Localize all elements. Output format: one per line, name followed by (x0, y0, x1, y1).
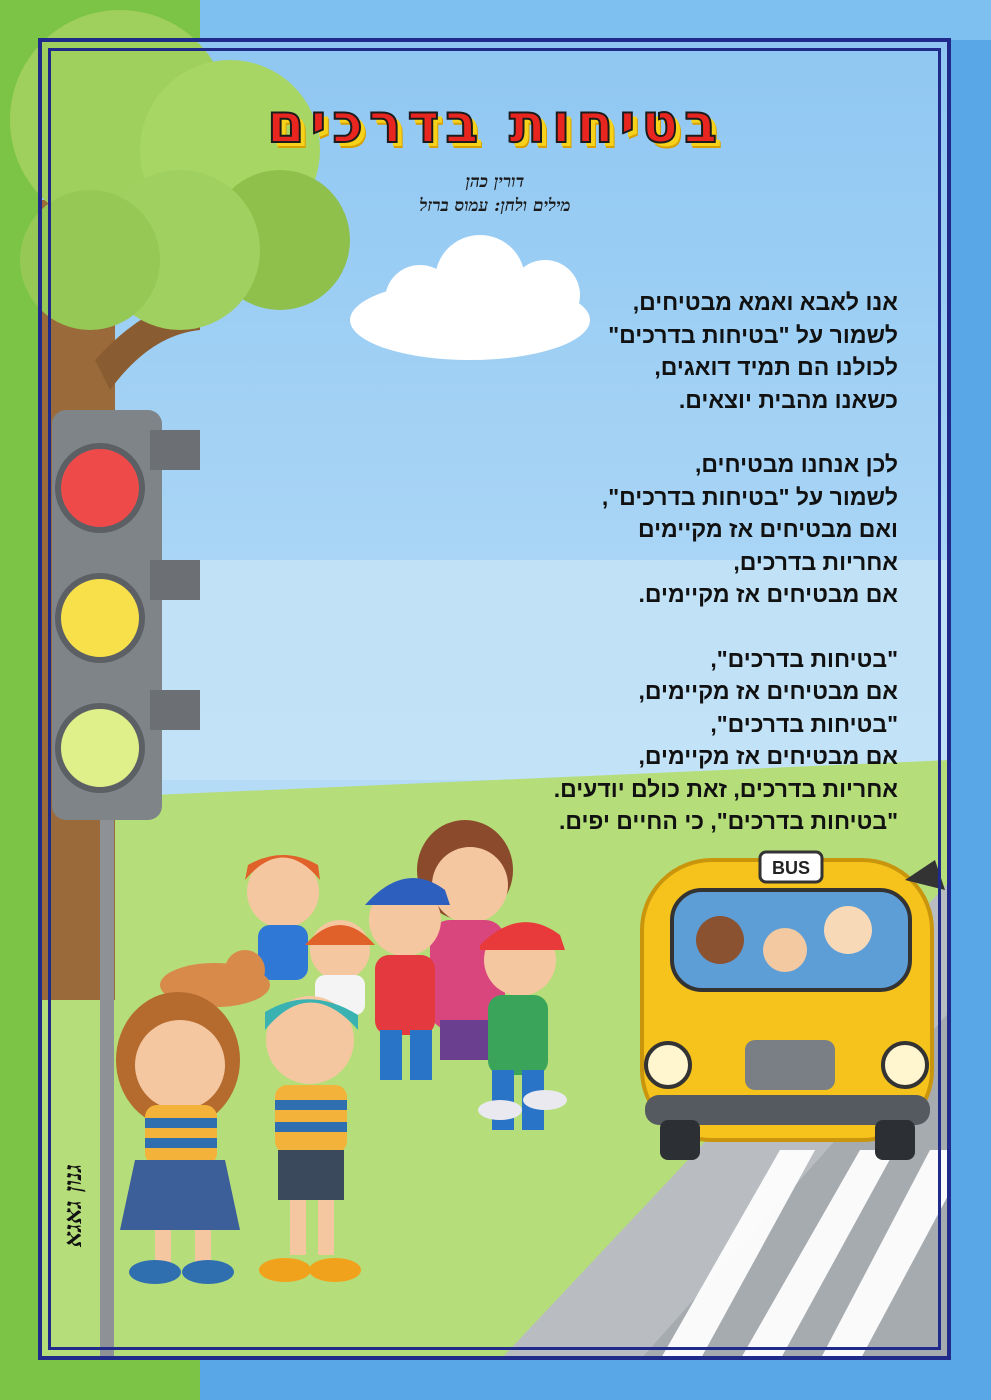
writer-credit: מילים ולחן: עמוס ברזל (419, 196, 571, 216)
bus-sign (760, 852, 822, 882)
lyric-line: אם מבטיחים אז מקיימים. (638, 581, 898, 607)
lyric-line: לשמור על "בטיחות בדרכים" (608, 321, 898, 348)
lyric-line: לכולנו הם תמיד דואגים, (654, 354, 898, 380)
singer-credit: דורין כהן (465, 172, 525, 192)
red-light (58, 446, 142, 530)
school-bus (642, 852, 945, 1160)
bus-sign-text: BUS (771, 858, 811, 878)
song-lyrics (338, 286, 898, 870)
lyric-line: "בטיחות בדרכים", כי החיים יפים. (559, 808, 898, 834)
yellow-light (58, 576, 142, 660)
green-light (58, 706, 142, 790)
lyric-line: אחריות בדרכים, זאת כולם יודעים. (553, 775, 898, 802)
lyric-line: לשמור על "בטיחות בדרכים", (601, 483, 898, 510)
stanza-2 (338, 448, 898, 611)
lyric-line: "בטיחות בדרכים", (710, 710, 898, 737)
lyric-line: ואם מבטיחים אז מקיימים (637, 516, 898, 542)
lyric-line: כשאנו מהבית יוצאים. (678, 386, 898, 413)
stanza-1 (338, 286, 898, 416)
lyric-line: אם מבטיחים אז מקיימים, (638, 678, 898, 704)
lyric-line: אם מבטיחים אז מקיימים, (638, 743, 898, 769)
lyric-line: אנו לאבא ואמא מבטיחים, (632, 289, 898, 315)
signature: גנון גאגא (58, 1163, 87, 1247)
credits (60, 170, 930, 218)
lyric-line: אחריות בדרכים, (733, 548, 898, 575)
page-title: בטיחות בדרכים (266, 92, 724, 155)
lyric-line: לכן אנחנו מבטיחים, (695, 451, 898, 477)
lyric-line: "בטיחות בדרכים", (710, 645, 898, 672)
stanza-3 (338, 643, 898, 838)
